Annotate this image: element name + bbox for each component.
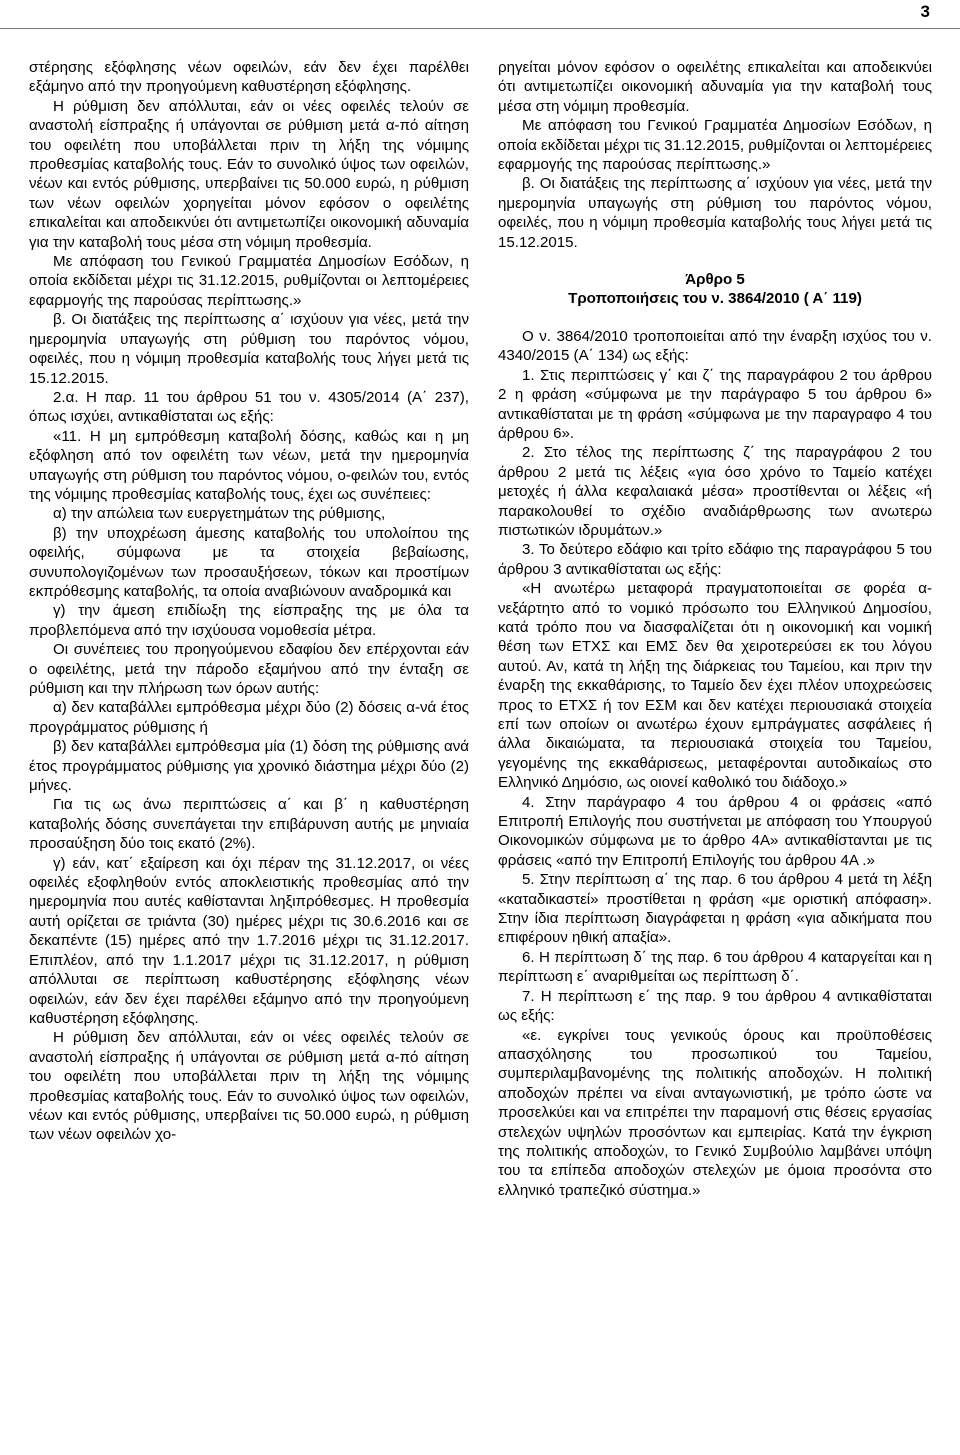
paragraph: 6. Η περίπτωση δ΄ της παρ. 6 του άρθρου 4 καταργείται και η περίπτωση ε΄ αναριθμείται ως περίπτωση δ΄.: [498, 948, 932, 986]
paragraph: 2.α. Η παρ. 11 του άρθρου 51 του ν. 4305/2014 (Α΄ 237), όπως ισχύει, αντικαθίσταται ως εξής:: [29, 388, 469, 426]
paragraph: Με απόφαση του Γενικού Γραμματέα Δημοσίων Εσόδων, η οποία εκδίδεται μέχρι τις 31.12.2015, ρυθμίζονται οι λεπτομέρειες εφαρμογής της παρούσας περίπτωσης.»: [29, 253, 469, 309]
paragraph: Ο ν. 3864/2010 τροποποιείται από την έναρξη ισχύος του ν. 4340/2015 (Α΄ 134) ως εξής:: [498, 327, 932, 365]
paragraph: ρηγείται μόνον εφόσον ο οφειλέτης επικαλείται και αποδεικνύει ότι αντιμετωπίζει οικονομική αδυναμία για την καταβολή τους μέσα στη νόμιμη προθεσμία.: [498, 59, 932, 115]
paragraph: γ) την άμεση επιδίωξη της είσπραξης της με όλα τα προβλεπόμενα από την ισχύουσα νομοθεσία μέτρα.: [29, 602, 469, 639]
paragraph: 1. Στις περιπτώσεις γ΄ και ζ΄ της παραγράφου 2 του άρθρου 2 η φράση «σύμφωνα με την παράγραφο 5 του άρθρου 6» αντικαθίσταται με τη φράση «σύμφωνα με την παραγραφο 4 του άρθρου 6».: [498, 366, 932, 442]
paragraph: β. Οι διατάξεις της περίπτωσης α΄ ισχύουν για νέες, μετά την ημερομηνία υπαγωγής στη ρύθμιση του παρόντος νόμου, οφειλές, που η νόμιμη προθεσμία καταβολής τους λήγει μετά τις 15.12.2015.: [498, 175, 932, 251]
paragraph: 2. Στο τέλος της περίπτωσης ζ΄ της παραγράφου 2 του άρθρου 2 μετά τις λέξεις «για όσο χρόνο το Ταμείο κατέχει μετοχές ή άλλα κεφαλαιακά μέσα» προστίθενται οι λέξεις «ή παρακολουθεί το σχέδιο αναδιάρθρωσης των ανωτερω πιστωτικών ιδρυμάτων.»: [498, 444, 932, 539]
left-column: [29, 58, 469, 1145]
article-title: Άρθρο 5: [685, 271, 745, 289]
paragraph: «Η ανωτέρω μεταφορά πραγματοποιείται σε φορέα α-νεξάρτητο από το νομικό πρόσωπο του Ελληνικού Δημοσίου, κατά τρόπο που να διασφαλίζεται ότι η οικονομική και νομική θέση των ΕΤΧΣ και ΕΜΣ δεν θα χειροτερεύσει εκ του λόγου αυτού. Αν, κατά τη λήξη της διάρκειας του Ταμείου, και πριν την έναρξη της εκκαθάρισης, το Ταμείο δεν έχει πλέον υποχρεώσεις προς το ΕΤΧΣ ή τον ΕΣΜ και δεν κατέχει περιουσιακά στοιχεία επί των οποίων οι ανωτέρω έχουν εμπράγματες ασφάλειες ή άλλα δικαιώματα, τα περιουσιακά στοιχεία του Ταμείου, γεγομένης της εκκαθάρισεως, μεταφέρονται αυτοδικαίως στο Ελληνικό Δημόσιο, ως οιονεί καθολικό του διάδοχο.»: [498, 580, 932, 792]
paragraph: Η ρύθμιση δεν απόλλυται, εάν οι νέες οφειλές τελούν σε αναστολή είσπραξης ή υπάγονται σε ρύθμιση μετά α-πό αίτηση του οφειλέτη που υποβάλλεται πριν τη λήξη της νόμιμης προθεσμίας καταβολής τους. Εάν το συνολικό ύψος των οφειλών, νέων και εντός ρύθμισης, υπερβαίνει τις 50.000 ευρώ, η ρύθμιση των νέων οφειλών χο-: [29, 1029, 469, 1144]
paragraph: «ε. εγκρίνει τους γενικούς όρους και προϋποθέσεις απασχόλησης του προσωπικού του Ταμείου, συμπεριλαμβανομένης της πολιτικής αποδοχών. Η πολιτική αποδοχών πρέπει να είναι ανταγωνιστική, με τρόπο ώστε να προσελκύει και να επιτρέπει την παραμονή στις θέσεις εργασίας στελεχών υψηλών προσόντων και εμπειρίας. Κατά την έγκριση της πολιτικής αποδοχών, το Γενικό Συμβούλιο λαμβάνει υπόψη του τα επίπεδα αποδοχών στελεχών με όμοια προσόντα στο ελληνικό τραπεζικό σύστημα.»: [498, 1026, 932, 1199]
page-number: 3: [920, 2, 930, 21]
paragraph: «11. Η μη εμπρόθεσμη καταβολή δόσης, καθώς και η μη εξόφληση από τον οφειλέτη των νέων, μετά την ημερομηνία υπαγωγής στη ρύθμιση του παρόντος νόμου, ο-φειλών του, εντός της νόμιμης προθεσμίας καταβολής τους, έχει ως συνέπειες:: [29, 427, 469, 503]
paragraph: β) δεν καταβάλλει εμπρόθεσμα μία (1) δόση της ρύθμισης ανά έτος προγράμματος ρύθμισης για χρονικό διάστημα μέχρι δύο (2) μήνες.: [29, 738, 469, 795]
paragraph: β) την υποχρέωση άμεσης καταβολής του υπολοίπου της οφειλής, σύμφωνα με τα στοιχεία βεβαίωσης, συνυπολογιζομένων των προσαυξήσεων, τόκων και προστίμων εκπρόθεσμης καταβολής, τα οποία αναβιώνουν αναδρομικά και: [29, 524, 469, 600]
paragraph: 7. Η περίπτωση ε΄ της παρ. 9 του άρθρου 4 αντικαθίσταται ως εξής:: [498, 987, 932, 1025]
paragraph: α) δεν καταβάλλει εμπρόθεσμα μέχρι δύο (2) δόσεις α-νά έτος προγράμματος ρύθμισης ή: [29, 699, 469, 736]
paragraph: 4. Στην παράγραφο 4 του άρθρου 4 οι φράσεις «από Επιτροπή Επιλογής που συστήνεται με απόφαση του Υπουργού Οικονομικών σύμφωνα με το άρθρο 4Α» αντικαθίστανται με τις φράσεις «από την Επιτροπή Επιλογής του άρθρου 4Α .»: [498, 793, 932, 869]
paragraph: Η ρύθμιση δεν απόλλυται, εάν οι νέες οφειλές τελούν σε αναστολή είσπραξης ή υπάγονται σε ρύθμιση μετά α-πό αίτηση του οφειλέτη που υποβάλλεται πριν τη λήξη της νόμιμης προθεσμίας καταβολής τους. Εάν το συνολικό ύψος των οφειλών, νέων και εντός ρύθμισης, υπερβαίνει τις 50.000 ευρώ, η ρύθμιση των νέων οφειλών χορηγείται μόνον εφόσον ο οφειλέτης επικαλείται και αποδεικνύει ότι αντιμετωπίζει οικονομική αδυναμία για την καταβολή τους μέσα στη νόμιμη προθεσμία.: [29, 97, 469, 251]
paragraph: α) την απώλεια των ευεργετημάτων της ρύθμισης,: [53, 505, 386, 523]
paragraph: β. Οι διατάξεις της περίπτωσης α΄ ισχύουν για νέες, μετά την ημερομηνία υπαγωγής στη ρύθμιση του παρόντος νόμου, οφειλές, που η νόμιμη προθεσμία καταβολής τους λήγει μετά τις 15.12.2015.: [29, 311, 469, 387]
paragraph: Με απόφαση του Γενικού Γραμματέα Δημοσίων Εσόδων, η οποία εκδίδεται μέχρι τις 31.12.2015, ρυθμίζονται οι λεπτομέρειες εφαρμογής της παρούσας περίπτωσης.»: [498, 117, 933, 174]
paragraph: Οι συνέπειες του προηγούμενου εδαφίου δεν επέρχονται εάν ο οφειλέτης, μετά την πάροδο εξαμήνου από την ένταξη σε ρύθμιση και την πλήρωση των όρων αυτής:: [29, 641, 469, 697]
paragraph: 3. Το δεύτερο εδάφιο και τρίτο εδάφιο της παραγράφου 5 του άρθρου 3 αντικαθίσταται ως εξής:: [498, 541, 932, 578]
right-column: [498, 58, 932, 1200]
article-subtitle: Τροποποιήσεις του ν. 3864/2010 ( Α΄ 119): [568, 290, 862, 308]
paragraph: γ) εάν, κατ΄ εξαίρεση και όχι πέραν της 31.12.2017, οι νέες οφειλές εξοφληθούν εντός αποκλειστικής προθεσμίας από την ημερομηνία που αυτές καθίστανται ληξιπρόθεσμες. Η προθεσμία αυτή ορίζεται σε τριάντα (30) ημέρες μέχρι τις 30.6.2016 και σε δεκαπέντε (15) ημέρες από την 1.7.2016 μέχρι τις 31.12.2017. Επιπλέον, από την 1.1.2017 μέχρι τις 31.12.2017, η ρύθμιση απόλλυται σε περίπτωση καθυστέρησης εξόφλησης νέων οφειλών, εάν δεν έχει παρέλθει εξάμηνο από την προηγούμενη καθυστέρηση εξόφλησης.: [29, 854, 469, 1027]
header-rule: [0, 28, 960, 29]
paragraph: στέρησης εξόφλησης νέων οφειλών, εάν δεν έχει παρέλθει εξάμηνο από την προηγούμενη καθυστέρηση εξόφλησης.: [29, 59, 469, 96]
paragraph: Για τις ως άνω περιπτώσεις α΄ και β΄ η καθυστέρηση καταβολής δόσης συνεπάγεται την επιβάρυνση αυτής με μηνιαία προσαύξηση δύο τοις εκατό (2%).: [29, 796, 469, 853]
paragraph: 5. Στην περίπτωση α΄ της παρ. 6 του άρθρου 4 μετά τη λέξη «καταδικαστεί» προστίθεται η φράση «με οριστική απόφαση». Στην ίδια περίπτωση διαγράφεται η φράση «για αδικήματα που επιφέρουν ηθική απαξία».: [498, 871, 932, 947]
